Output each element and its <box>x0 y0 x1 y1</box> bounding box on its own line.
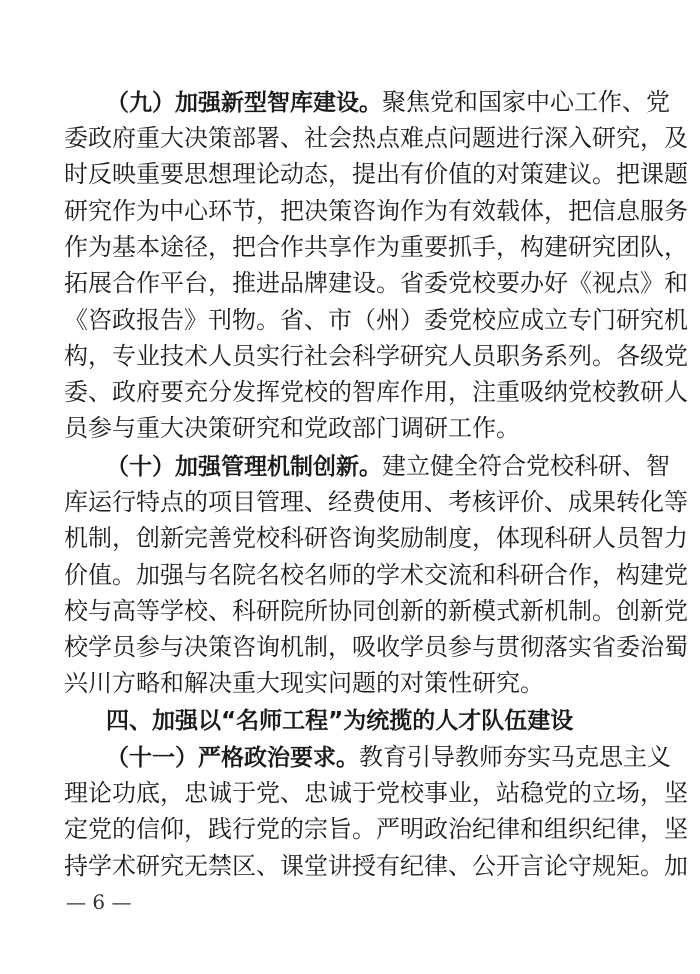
sec9-line-1: （九）加强新型智库建设。聚焦党和国家中心工作、党 <box>106 88 670 116</box>
sec9-title: （九）加强新型智库建设。 <box>106 90 382 116</box>
sec11-line-2: 理论功底，忠诚于党、忠诚于党校事业，站稳党的立场，坚 <box>64 779 688 807</box>
sec9-line-10: 员参与重大决策研究和党政部门调研工作。 <box>64 414 520 442</box>
sec10-line-4: 价值。加强与名院名校名师的学术交流和科研合作，构建党 <box>64 561 688 589</box>
sec9-line-4: 研究作为中心环节，把决策咨询作为有效载体，把信息服务 <box>64 197 688 225</box>
sec11-line-4: 持学术研究无禁区、课堂讲授有纪律、公开言论守规矩。加 <box>64 852 688 880</box>
sec9-line-8: 构，专业技术人员实行社会科学研究人员职务系列。各级党 <box>64 342 688 370</box>
sec10-line-3: 机制，创新完善党校科研咨询奖励制度，体现科研人员智力 <box>64 524 688 552</box>
sec11-line-1: （十一）严格政治要求。教育引导教师夯实马克思主义 <box>106 743 671 771</box>
sec10-line-6: 校学员参与决策咨询机制，吸收学员参与贯彻落实省委治蜀 <box>64 633 688 661</box>
sec10-title: （十）加强管理机制创新。 <box>106 454 382 480</box>
sec11-line-3: 定党的信仰，践行党的宗旨。严明政治纪律和组织纪律，坚 <box>64 815 688 843</box>
sec10-line-1: （十）加强管理机制创新。建立健全符合党校科研、智 <box>106 452 670 480</box>
sec10-line-7: 兴川方略和解决重大现实问题的对策性研究。 <box>64 669 544 697</box>
sec9-line-5: 作为基本途径，把合作共享作为重要抓手，构建研究团队， <box>64 233 688 261</box>
sec10-line-5: 校与高等学校、科研院所协同创新的新模式新机制。创新党 <box>64 597 688 625</box>
sec10-line-2: 库运行特点的项目管理、经费使用、考核评价、成果转化等 <box>64 488 688 516</box>
section-heading-4: 四、加强以“名师工程”为统揽的人才队伍建设 <box>106 708 574 734</box>
sec9-line-3: 时反映重要思想理论动态，提出有价值的对策建议。把课题 <box>64 160 688 188</box>
sec9-line-9: 委、政府要充分发挥党校的智库作用，注重吸纳党校教研人 <box>64 378 688 406</box>
sec9-line-6: 拓展合作平台，推进品牌建设。省委党校要办好《视点》和 <box>64 269 688 297</box>
page-number: — 6 — <box>66 890 132 914</box>
sec9-line-2: 委政府重大决策部署、社会热点难点问题进行深入研究，及 <box>64 124 688 152</box>
sec9-line-7: 《咨政报告》刊物。省、市（州）委党校应成立专门研究机 <box>64 306 688 334</box>
sec11-title: （十一）严格政治要求。 <box>106 745 359 771</box>
